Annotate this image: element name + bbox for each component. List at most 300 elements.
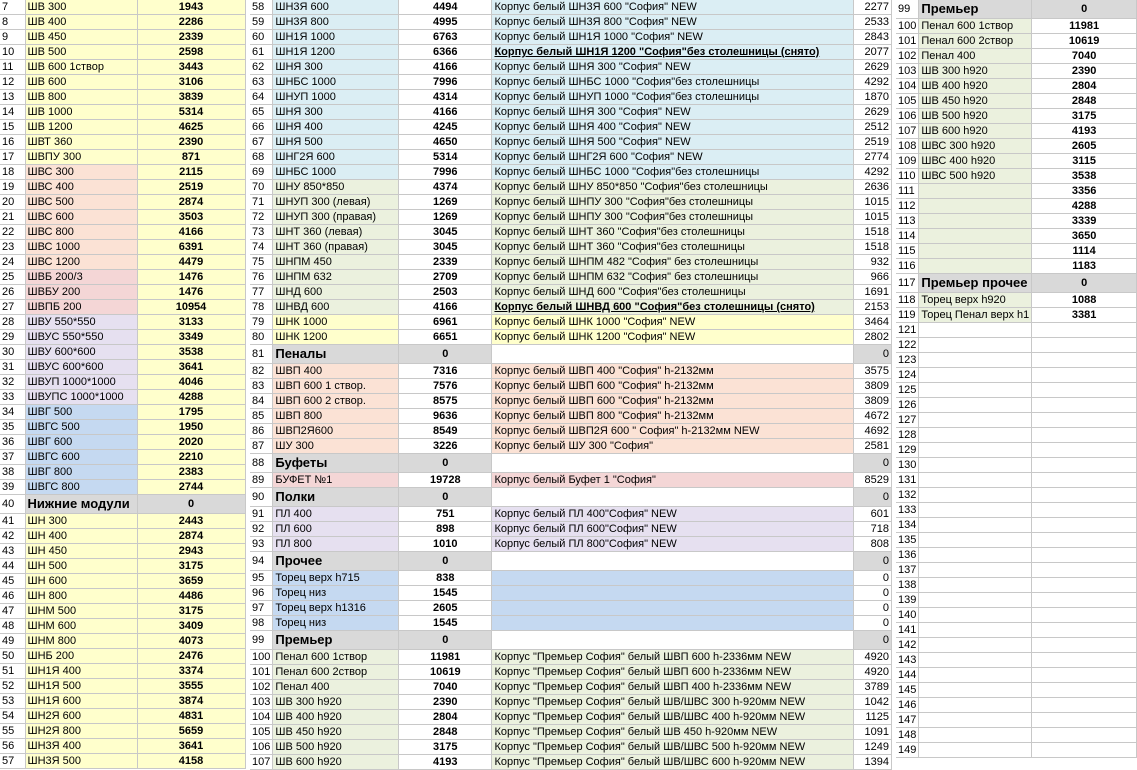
item-name-cell[interactable]: ШВУС 550*550 [25, 330, 137, 345]
item-price-cell[interactable]: 2519 [137, 180, 245, 195]
row-number[interactable]: 139 [896, 593, 919, 608]
item-name-cell[interactable] [919, 683, 1032, 698]
item-description-cell[interactable]: Корпус белый ШН1Я 1000 "София" NEW [492, 30, 854, 45]
row-number[interactable]: 67 [250, 135, 273, 150]
item-price-cell[interactable]: 1545 [399, 586, 492, 601]
row-number[interactable]: 15 [0, 120, 25, 135]
item-price-cell[interactable]: 3443 [137, 60, 245, 75]
item-price-cell[interactable]: 1943 [137, 0, 245, 15]
item-name-cell[interactable] [919, 458, 1032, 473]
item-name-cell[interactable]: ШНБС 1000 [273, 165, 399, 180]
row-number[interactable]: 74 [250, 240, 273, 255]
row-number[interactable]: 75 [250, 255, 273, 270]
row-number[interactable]: 146 [896, 698, 919, 713]
item-description-cell[interactable]: Корпус "Премьер София" белый ШВ/ШВС 500 h-920мм NEW [492, 740, 854, 755]
item-description-cell[interactable]: Корпус белый ШВП 600 "София" h-2132мм [492, 379, 854, 394]
item-description-cell[interactable]: Корпус белый ШНПМ 482 "София" без столешницы [492, 255, 854, 270]
item-price-cell[interactable]: 3175 [399, 740, 492, 755]
item-price-cell[interactable]: 8549 [399, 424, 492, 439]
item-price-cell[interactable] [1032, 593, 1137, 608]
item-cost-cell[interactable]: 1394 [854, 755, 892, 770]
item-name-cell[interactable]: БУФЕТ №1 [273, 473, 399, 488]
item-price-cell[interactable]: 0 [399, 488, 492, 507]
item-price-cell[interactable]: 3641 [137, 739, 245, 754]
item-name-cell[interactable]: ШВ 600 [25, 75, 137, 90]
row-number[interactable]: 135 [896, 533, 919, 548]
item-price-cell[interactable]: 2390 [399, 695, 492, 710]
row-number[interactable]: 31 [0, 360, 25, 375]
item-price-cell[interactable]: 4166 [399, 60, 492, 75]
row-number[interactable]: 134 [896, 518, 919, 533]
item-cost-cell[interactable]: 0 [854, 631, 892, 650]
row-number[interactable]: 10 [0, 45, 25, 60]
row-number[interactable]: 24 [0, 255, 25, 270]
item-name-cell[interactable] [919, 443, 1032, 458]
row-number[interactable]: 17 [0, 150, 25, 165]
item-description-cell[interactable]: Корпус белый ШНТ 360 "София"без столешницы [492, 225, 854, 240]
item-name-cell[interactable]: ШВ 500 [25, 45, 137, 60]
row-number[interactable]: 101 [250, 665, 273, 680]
item-cost-cell[interactable]: 4292 [854, 165, 892, 180]
item-name-cell[interactable]: ШН 450 [25, 544, 137, 559]
row-number[interactable]: 58 [250, 0, 273, 15]
row-number[interactable]: 51 [0, 664, 25, 679]
row-number[interactable]: 26 [0, 285, 25, 300]
item-price-cell[interactable]: 3381 [1032, 308, 1137, 323]
item-description-cell[interactable] [492, 601, 854, 616]
row-number[interactable]: 48 [0, 619, 25, 634]
item-name-cell[interactable] [919, 338, 1032, 353]
item-price-cell[interactable]: 1950 [137, 420, 245, 435]
item-price-cell[interactable] [1032, 638, 1137, 653]
item-name-cell[interactable]: ШВ 400 [25, 15, 137, 30]
row-number[interactable]: 124 [896, 368, 919, 383]
row-number[interactable]: 35 [0, 420, 25, 435]
item-cost-cell[interactable]: 3464 [854, 315, 892, 330]
item-name-cell[interactable]: ШН3Я 800 [273, 15, 399, 30]
item-price-cell[interactable]: 9636 [399, 409, 492, 424]
row-number[interactable]: 29 [0, 330, 25, 345]
item-name-cell[interactable]: ШВБ 200/3 [25, 270, 137, 285]
item-description-cell[interactable]: Корпус белый ШВП 600 "София" h-2132мм [492, 394, 854, 409]
item-cost-cell[interactable]: 4672 [854, 409, 892, 424]
item-price-cell[interactable] [1032, 503, 1137, 518]
item-name-cell[interactable]: ШН 400 [25, 529, 137, 544]
item-name-cell[interactable]: ШНД 600 [273, 285, 399, 300]
item-cost-cell[interactable]: 718 [854, 522, 892, 537]
item-name-cell[interactable]: ШНПМ 632 [273, 270, 399, 285]
row-number[interactable]: 121 [896, 323, 919, 338]
item-price-cell[interactable]: 3045 [399, 225, 492, 240]
item-price-cell[interactable]: 5314 [137, 105, 245, 120]
item-name-cell[interactable]: Полки [273, 488, 399, 507]
item-price-cell[interactable]: 10619 [399, 665, 492, 680]
row-number[interactable]: 142 [896, 638, 919, 653]
item-description-cell[interactable]: Корпус белый ШУ 300 "София" [492, 439, 854, 454]
item-price-cell[interactable]: 3538 [137, 345, 245, 360]
item-price-cell[interactable]: 3641 [137, 360, 245, 375]
item-cost-cell[interactable]: 0 [854, 571, 892, 586]
item-name-cell[interactable] [919, 229, 1032, 244]
item-price-cell[interactable]: 3538 [1032, 169, 1137, 184]
item-name-cell[interactable]: ШУ 300 [273, 439, 399, 454]
item-cost-cell[interactable]: 2581 [854, 439, 892, 454]
item-description-cell[interactable]: Корпус белый ШНБС 1000 "София"без столешницы [492, 165, 854, 180]
item-cost-cell[interactable]: 2802 [854, 330, 892, 345]
item-name-cell[interactable] [919, 383, 1032, 398]
item-name-cell[interactable]: ШВС 1200 [25, 255, 137, 270]
row-number[interactable]: 138 [896, 578, 919, 593]
item-description-cell[interactable]: Корпус белый ПЛ 600"София" NEW [492, 522, 854, 537]
item-cost-cell[interactable]: 1015 [854, 195, 892, 210]
item-price-cell[interactable]: 3045 [399, 240, 492, 255]
item-cost-cell[interactable]: 2519 [854, 135, 892, 150]
row-number[interactable]: 27 [0, 300, 25, 315]
item-name-cell[interactable] [919, 563, 1032, 578]
item-cost-cell[interactable]: 1518 [854, 240, 892, 255]
row-number[interactable]: 71 [250, 195, 273, 210]
item-price-cell[interactable] [1032, 533, 1137, 548]
item-price-cell[interactable]: 3374 [137, 664, 245, 679]
item-name-cell[interactable]: ШВ 1000 [25, 105, 137, 120]
item-description-cell[interactable]: Корпус белый ШНПУ 300 "София"без столешницы [492, 195, 854, 210]
item-name-cell[interactable]: ШВ 450 [25, 30, 137, 45]
item-name-cell[interactable]: ШВ 300 [25, 0, 137, 15]
item-name-cell[interactable] [919, 578, 1032, 593]
row-number[interactable]: 54 [0, 709, 25, 724]
item-cost-cell[interactable]: 2512 [854, 120, 892, 135]
item-price-cell[interactable]: 6961 [399, 315, 492, 330]
item-description-cell[interactable]: Корпус "Премьер София" белый ШВ/ШВС 600 h-920мм NEW [492, 755, 854, 770]
item-cost-cell[interactable]: 2533 [854, 15, 892, 30]
row-number[interactable]: 118 [896, 293, 919, 308]
row-number[interactable]: 50 [0, 649, 25, 664]
item-cost-cell[interactable]: 808 [854, 537, 892, 552]
item-name-cell[interactable]: ШВ 450 h920 [919, 94, 1032, 109]
row-number[interactable]: 107 [250, 755, 273, 770]
row-number[interactable]: 137 [896, 563, 919, 578]
item-name-cell[interactable]: ШВС 400 [25, 180, 137, 195]
item-price-cell[interactable]: 1476 [137, 285, 245, 300]
item-price-cell[interactable]: 1476 [137, 270, 245, 285]
item-price-cell[interactable] [1032, 383, 1137, 398]
item-name-cell[interactable]: ШН 800 [25, 589, 137, 604]
item-price-cell[interactable]: 1269 [399, 195, 492, 210]
item-name-cell[interactable]: ШВУ 550*550 [25, 315, 137, 330]
item-name-cell[interactable]: ПЛ 600 [273, 522, 399, 537]
item-price-cell[interactable]: 3650 [1032, 229, 1137, 244]
row-number[interactable]: 69 [250, 165, 273, 180]
item-cost-cell[interactable]: 2636 [854, 180, 892, 195]
item-name-cell[interactable]: Нижние модули [25, 495, 137, 514]
item-price-cell[interactable]: 2339 [399, 255, 492, 270]
item-price-cell[interactable] [1032, 713, 1137, 728]
item-price-cell[interactable]: 3874 [137, 694, 245, 709]
item-cost-cell[interactable]: 2629 [854, 105, 892, 120]
item-name-cell[interactable]: Премьер прочее [919, 274, 1032, 293]
item-name-cell[interactable] [919, 199, 1032, 214]
item-price-cell[interactable]: 3503 [137, 210, 245, 225]
item-name-cell[interactable]: ШВС 500 [25, 195, 137, 210]
row-number[interactable]: 99 [896, 0, 919, 19]
item-price-cell[interactable] [1032, 668, 1137, 683]
item-name-cell[interactable] [919, 728, 1032, 743]
item-name-cell[interactable]: ШНУ 850*850 [273, 180, 399, 195]
item-name-cell[interactable]: ШВП2Я600 [273, 424, 399, 439]
item-price-cell[interactable] [1032, 653, 1137, 668]
row-number[interactable]: 47 [0, 604, 25, 619]
row-number[interactable]: 82 [250, 364, 273, 379]
item-price-cell[interactable]: 2020 [137, 435, 245, 450]
item-name-cell[interactable]: ШНК 1000 [273, 315, 399, 330]
item-description-cell[interactable]: Корпус белый ШВП 800 "София" h-2132мм [492, 409, 854, 424]
item-cost-cell[interactable]: 1015 [854, 210, 892, 225]
row-number[interactable]: 104 [896, 79, 919, 94]
item-name-cell[interactable]: Прочее [273, 552, 399, 571]
item-name-cell[interactable]: ПЛ 800 [273, 537, 399, 552]
item-price-cell[interactable]: 2210 [137, 450, 245, 465]
item-price-cell[interactable]: 3106 [137, 75, 245, 90]
item-price-cell[interactable]: 8575 [399, 394, 492, 409]
item-price-cell[interactable]: 0 [399, 454, 492, 473]
item-price-cell[interactable]: 2848 [1032, 94, 1137, 109]
item-name-cell[interactable]: Премьер [273, 631, 399, 650]
item-price-cell[interactable]: 2443 [137, 514, 245, 529]
item-description-cell[interactable]: Корпус белый ШНБС 1000 "София"без столешницы [492, 75, 854, 90]
row-number[interactable]: 106 [896, 109, 919, 124]
item-price-cell[interactable]: 3133 [137, 315, 245, 330]
row-number[interactable]: 128 [896, 428, 919, 443]
row-number[interactable]: 14 [0, 105, 25, 120]
item-price-cell[interactable]: 1114 [1032, 244, 1137, 259]
row-number[interactable]: 62 [250, 60, 273, 75]
row-number[interactable]: 101 [896, 34, 919, 49]
item-price-cell[interactable]: 4486 [137, 589, 245, 604]
item-name-cell[interactable]: ШВП 600 1 створ. [273, 379, 399, 394]
row-number[interactable]: 76 [250, 270, 273, 285]
row-number[interactable]: 65 [250, 105, 273, 120]
item-description-cell[interactable]: Корпус белый ШН3Я 600 "София" NEW [492, 0, 854, 15]
row-number[interactable]: 84 [250, 394, 273, 409]
item-cost-cell[interactable]: 0 [854, 488, 892, 507]
item-name-cell[interactable]: ШНПМ 450 [273, 255, 399, 270]
item-name-cell[interactable]: ПЛ 400 [273, 507, 399, 522]
item-cost-cell[interactable]: 2843 [854, 30, 892, 45]
item-name-cell[interactable]: ШН2Я 800 [25, 724, 137, 739]
item-description-cell[interactable]: Корпус белый ШНК 1000 "София" NEW [492, 315, 854, 330]
item-price-cell[interactable]: 5659 [137, 724, 245, 739]
row-number[interactable]: 130 [896, 458, 919, 473]
row-number[interactable]: 56 [0, 739, 25, 754]
item-cost-cell[interactable]: 2774 [854, 150, 892, 165]
item-price-cell[interactable]: 11981 [1032, 19, 1137, 34]
row-number[interactable]: 113 [896, 214, 919, 229]
item-description-cell[interactable]: Корпус белый ШВП 400 "София" h-2132мм [492, 364, 854, 379]
item-name-cell[interactable]: ШНМ 500 [25, 604, 137, 619]
row-number[interactable]: 80 [250, 330, 273, 345]
row-number[interactable]: 96 [250, 586, 273, 601]
item-price-cell[interactable] [1032, 518, 1137, 533]
row-number[interactable]: 87 [250, 439, 273, 454]
item-name-cell[interactable]: Пенал 600 1створ [919, 19, 1032, 34]
row-number[interactable]: 36 [0, 435, 25, 450]
item-price-cell[interactable]: 2804 [399, 710, 492, 725]
row-number[interactable]: 90 [250, 488, 273, 507]
row-number[interactable]: 97 [250, 601, 273, 616]
item-price-cell[interactable] [1032, 728, 1137, 743]
item-name-cell[interactable]: ШВС 400 h920 [919, 154, 1032, 169]
row-number[interactable]: 7 [0, 0, 25, 15]
item-price-cell[interactable]: 4166 [399, 105, 492, 120]
item-price-cell[interactable]: 2503 [399, 285, 492, 300]
item-name-cell[interactable] [919, 259, 1032, 274]
item-price-cell[interactable]: 2390 [1032, 64, 1137, 79]
item-price-cell[interactable]: 7040 [399, 680, 492, 695]
item-cost-cell[interactable]: 1249 [854, 740, 892, 755]
item-description-cell[interactable]: Корпус белый ШВП2Я 600 " София" h-2132мм NEW [492, 424, 854, 439]
item-name-cell[interactable] [919, 548, 1032, 563]
item-price-cell[interactable]: 898 [399, 522, 492, 537]
item-name-cell[interactable]: Торец верх h715 [273, 571, 399, 586]
item-name-cell[interactable]: ШН2Я 600 [25, 709, 137, 724]
item-cost-cell[interactable]: 3575 [854, 364, 892, 379]
item-cost-cell[interactable]: 4920 [854, 650, 892, 665]
item-name-cell[interactable]: ШВ 500 h920 [919, 109, 1032, 124]
item-name-cell[interactable]: ШНК 1200 [273, 330, 399, 345]
item-name-cell[interactable]: ШВ 600 h920 [919, 124, 1032, 139]
item-description-cell[interactable]: Корпус белый ШНПМ 632 "София" без столешницы [492, 270, 854, 285]
row-number[interactable]: 89 [250, 473, 273, 488]
item-price-cell[interactable]: 4625 [137, 120, 245, 135]
item-name-cell[interactable] [919, 413, 1032, 428]
row-number[interactable]: 116 [896, 259, 919, 274]
item-description-cell[interactable]: Корпус белый Буфет 1 "София" [492, 473, 854, 488]
row-number[interactable]: 104 [250, 710, 273, 725]
item-description-cell[interactable]: Корпус "Премьер София" белый ШВ/ШВС 400 h-920мм NEW [492, 710, 854, 725]
item-description-cell[interactable]: Корпус белый ШНПУ 300 "София"без столешницы [492, 210, 854, 225]
item-price-cell[interactable]: 4073 [137, 634, 245, 649]
item-price-cell[interactable]: 2605 [1032, 139, 1137, 154]
item-cost-cell[interactable]: 0 [854, 616, 892, 631]
item-cost-cell[interactable]: 2153 [854, 300, 892, 315]
row-number[interactable]: 117 [896, 274, 919, 293]
item-description-cell[interactable] [492, 571, 854, 586]
item-name-cell[interactable] [919, 518, 1032, 533]
item-price-cell[interactable]: 3175 [137, 559, 245, 574]
row-number[interactable]: 79 [250, 315, 273, 330]
item-name-cell[interactable]: ШВ 400 h920 [273, 710, 399, 725]
item-name-cell[interactable]: ШВС 800 [25, 225, 137, 240]
item-name-cell[interactable]: ШВС 300 h920 [919, 139, 1032, 154]
item-price-cell[interactable]: 2115 [137, 165, 245, 180]
item-name-cell[interactable] [919, 593, 1032, 608]
item-price-cell[interactable]: 0 [399, 552, 492, 571]
item-description-cell[interactable]: Корпус белый ШНУ 850*850 "София"без столешницы [492, 180, 854, 195]
row-number[interactable]: 12 [0, 75, 25, 90]
item-name-cell[interactable] [919, 398, 1032, 413]
item-price-cell[interactable]: 1545 [399, 616, 492, 631]
item-price-cell[interactable]: 4494 [399, 0, 492, 15]
item-name-cell[interactable]: ШН1Я 400 [25, 664, 137, 679]
item-price-cell[interactable] [1032, 563, 1137, 578]
row-number[interactable]: 103 [896, 64, 919, 79]
item-price-cell[interactable] [1032, 323, 1137, 338]
item-price-cell[interactable]: 4046 [137, 375, 245, 390]
item-name-cell[interactable]: ШВС 1000 [25, 240, 137, 255]
item-name-cell[interactable] [919, 533, 1032, 548]
item-cost-cell[interactable]: 0 [854, 345, 892, 364]
item-name-cell[interactable]: ШН3Я 400 [25, 739, 137, 754]
item-name-cell[interactable] [919, 698, 1032, 713]
row-number[interactable]: 102 [896, 49, 919, 64]
item-name-cell[interactable] [919, 428, 1032, 443]
item-name-cell[interactable]: ШН1Я 500 [25, 679, 137, 694]
item-cost-cell[interactable]: 8529 [854, 473, 892, 488]
row-number[interactable]: 9 [0, 30, 25, 45]
item-name-cell[interactable]: ШВГ 500 [25, 405, 137, 420]
item-price-cell[interactable]: 0 [399, 631, 492, 650]
item-price-cell[interactable] [1032, 743, 1137, 758]
row-number[interactable]: 81 [250, 345, 273, 364]
item-cost-cell[interactable]: 2077 [854, 45, 892, 60]
row-number[interactable]: 63 [250, 75, 273, 90]
item-name-cell[interactable] [919, 608, 1032, 623]
item-price-cell[interactable]: 2605 [399, 601, 492, 616]
item-price-cell[interactable]: 838 [399, 571, 492, 586]
item-price-cell[interactable] [1032, 443, 1137, 458]
row-number[interactable]: 132 [896, 488, 919, 503]
row-number[interactable]: 19 [0, 180, 25, 195]
item-description-cell[interactable] [492, 586, 854, 601]
item-name-cell[interactable]: ШВС 600 [25, 210, 137, 225]
row-number[interactable]: 144 [896, 668, 919, 683]
item-description-cell[interactable]: Корпус "Премьер София" белый ШВП 400 h-2336мм NEW [492, 680, 854, 695]
item-name-cell[interactable]: ШВ 400 h920 [919, 79, 1032, 94]
item-name-cell[interactable] [919, 638, 1032, 653]
item-description-cell[interactable] [492, 631, 854, 650]
row-number[interactable]: 38 [0, 465, 25, 480]
row-number[interactable]: 85 [250, 409, 273, 424]
item-price-cell[interactable] [1032, 428, 1137, 443]
item-price-cell[interactable] [1032, 683, 1137, 698]
item-name-cell[interactable]: ШВБУ 200 [25, 285, 137, 300]
item-cost-cell[interactable]: 0 [854, 586, 892, 601]
item-name-cell[interactable]: ШНГ2Я 600 [273, 150, 399, 165]
row-number[interactable]: 21 [0, 210, 25, 225]
row-number[interactable]: 8 [0, 15, 25, 30]
row-number[interactable]: 107 [896, 124, 919, 139]
item-name-cell[interactable]: ШНЯ 500 [273, 135, 399, 150]
item-name-cell[interactable]: ШН 500 [25, 559, 137, 574]
row-number[interactable]: 78 [250, 300, 273, 315]
row-number[interactable]: 149 [896, 743, 919, 758]
row-number[interactable]: 18 [0, 165, 25, 180]
row-number[interactable]: 110 [896, 169, 919, 184]
item-name-cell[interactable]: Торец Пенал верх h1 [919, 308, 1032, 323]
item-price-cell[interactable]: 4193 [399, 755, 492, 770]
row-number[interactable]: 52 [0, 679, 25, 694]
item-name-cell[interactable]: ШНУП 1000 [273, 90, 399, 105]
item-price-cell[interactable] [1032, 353, 1137, 368]
row-number[interactable]: 111 [896, 184, 919, 199]
row-number[interactable]: 22 [0, 225, 25, 240]
item-price-cell[interactable]: 0 [137, 495, 245, 514]
item-price-cell[interactable]: 1269 [399, 210, 492, 225]
item-name-cell[interactable]: ШНВД 600 [273, 300, 399, 315]
row-number[interactable]: 39 [0, 480, 25, 495]
item-price-cell[interactable]: 4288 [137, 390, 245, 405]
item-name-cell[interactable]: ШВУ 600*600 [25, 345, 137, 360]
